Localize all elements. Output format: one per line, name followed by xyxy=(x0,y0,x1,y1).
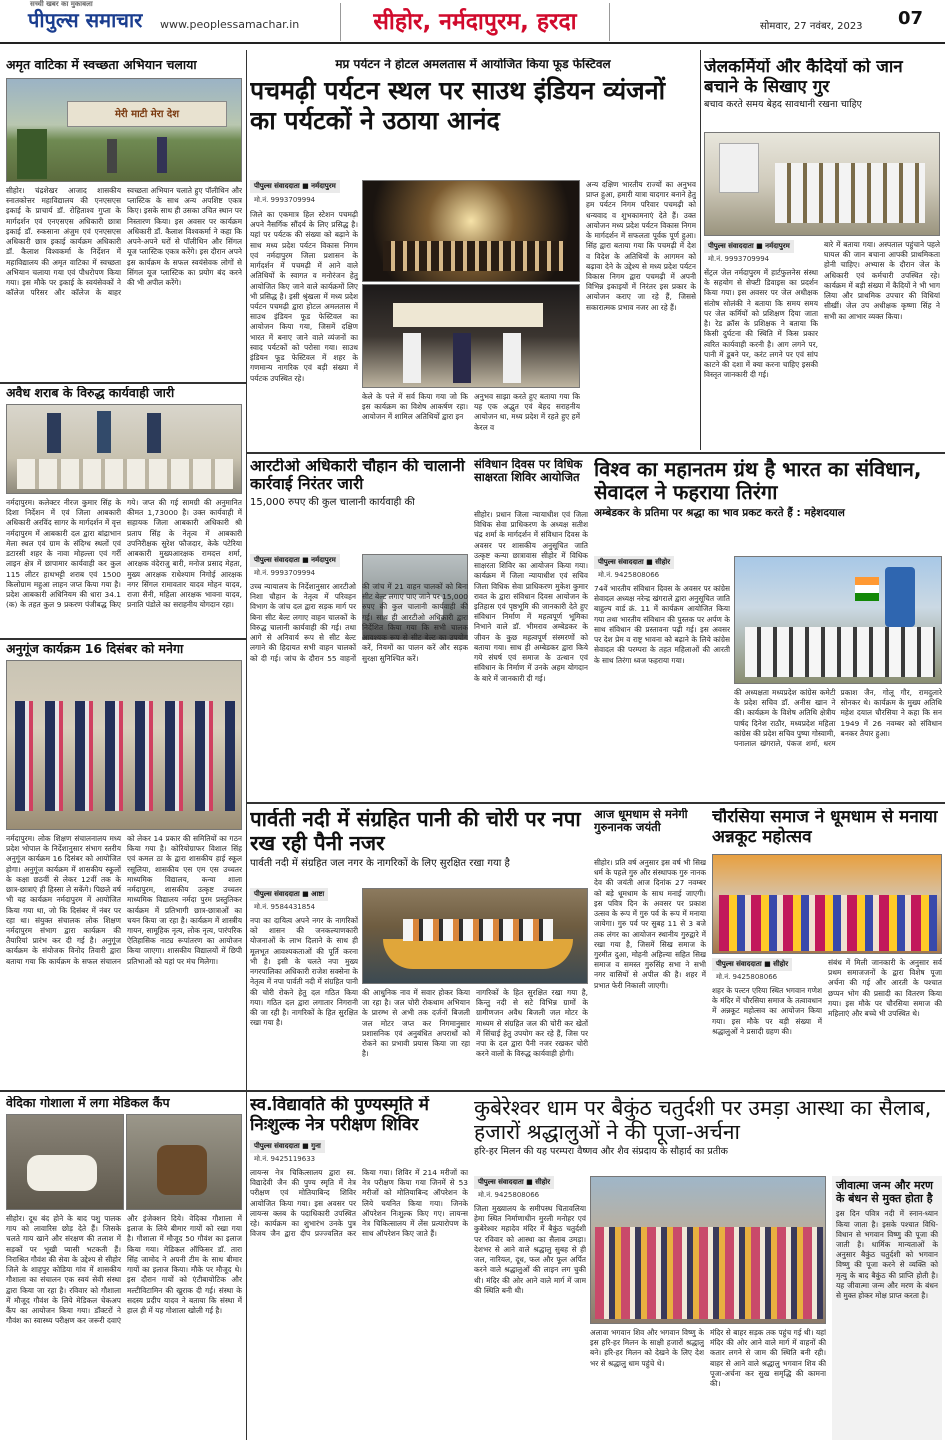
byline: पीपुल्स संवाददाता ■ सीहोर xyxy=(594,556,674,569)
article-body-3: अन्य दक्षिण भारतीय राज्यों का अनुभव प्राप्त हुआ, हमारी यात्रा यादगार बनाने हेतु हम पर्यटन निगम परिवार पचमढ़ी को धन्यवाद व शुभकामनाएं देते हैं। उक्त आयोजन मध्य प्रदेश पर्यटन विकास निगम के मार्गदर्शन में सफलता पूर्वक पूर्ण हुआ। सिंह द्वारा बताया गया कि पचमढ़ी में देश व विदेश के अतिथियों के आगमन को बढ़ावा देने के उद्देश्य से मध्य प्रदेश पर्यटन विकास निगम द्वारा पचमढ़ी में अपनी विभिन्न इकाइयों में निरंतर इस प्रकार के आयोजन कराए जा रहे हैं, जिससे सकारात्मक प्रभाव नजर आ रहे हैं। xyxy=(586,180,696,312)
photo-seized-liquor xyxy=(6,404,242,494)
article-illegal-liquor xyxy=(6,386,242,636)
article-legal-literacy xyxy=(474,458,588,800)
article-body-2: अनुभव साझा करते हुए बताया गया कि यह एक अद्भुत एवं बेहद सराहनीय आयोजन था, मध्य प्रदेश में रहते हुए हमें केरल व xyxy=(474,392,580,432)
article-body: इस दिन पवित्र नदी में स्नान-ध्यान किया जाता है। इसके पश्चात विधि-विधान से भगवान विष्णु की पूजा की जाती है। धार्मिक मान्यताओं के अनुसार बैकुंठ चतुर्दशी को भगवान विष्णु की पूजा करने से व्यक्ति को मृत्यु के बाद बैकुंठ की प्राप्ति होती है। यह जीवात्मा जन्म और मरण के बंधन से मुक्त होकर मोक्ष प्राप्त करता है। xyxy=(836,1209,938,1301)
deck: बचाव करते समय बेहद सावधानी रखना चाहिए xyxy=(704,99,862,111)
article-gurunanak-jayanti xyxy=(594,808,706,1088)
section-title: सीहोर, नर्मदापुरम, हरदा xyxy=(340,3,610,41)
article-jail-training xyxy=(704,58,940,450)
mobile-number: मो.नं. 9993709994 xyxy=(254,196,316,204)
deck: अम्बेडकर के प्रतिमा पर श्रद्धा का भाव प्रकट करते हैं : महेशदयाल xyxy=(594,507,845,519)
headline: पचमढ़ी पर्यटन स्थल पर साउथ इंडियन व्यंजनों का पर्यटकों ने उठाया आनंद xyxy=(250,75,666,135)
article-amrit-vatika xyxy=(6,58,242,380)
mobile-number: मो.नं. 9425808066 xyxy=(478,1191,540,1199)
article-body-1: जिले का एकमात्र हिल स्टेशन पचमढ़ी अपने नैसर्गिक सौंदर्य के लिए प्रसिद्ध है। यहां पर पर्यटक की संख्या को बढ़ाने के साथ मध्य प्रदेश पर्यटन विकास निगम एवं नर्मदापुरम जिला प्रशासन के मार्गदर्शन में पचमढ़ी में आने वाले अतिथियों के स्वागत व मनोरंजन हेतु आयोजित किए जाने वाले कार्यक्रमों लिए भी प्रसिद्ध है। इसी श्रृंखला में मध्य प्रदेश पर्यटन पचमढ़ी द्वारा होटल अमलतास में साउथ इंडियन फूड फेस्टिवल का आयोजन किया गया, जिसमें दक्षिण भारत में बनाए जाने वाले व्यंजनों का स्वाद पर्यटकों को परोसा गया। साउथ इंडियन फूड फेस्टिवल में शहर के गणमान्य नागरिक एवं बड़ी संख्या में पर्यटक उपस्थित रहे। xyxy=(250,210,358,383)
mobile-number: मो.नं. 9425808066 xyxy=(598,571,660,579)
mobile-number: मो.नं. 9425119633 xyxy=(254,1155,316,1163)
article-body-3: मंदिर से बाहर सड़क तक पहुंच गई थी। यहां मंदिर की ओर आने वाले मार्ग में वाहनों की कतार लगने से जाम की स्थिति बनी रही। बाहर से आने वाले श्रद्धालु भगवान शिव की पूजा-अर्चना कर सुख समृद्धि की कामना की। xyxy=(710,1328,826,1389)
photo-boat-patrol xyxy=(362,888,588,984)
headline: अवैध शराब के विरुद्ध कार्यवाही जारी xyxy=(6,386,175,400)
photo-students-parade xyxy=(6,660,242,830)
article-eye-camp xyxy=(250,1096,468,1440)
article-anugunj xyxy=(6,642,242,1088)
article-body-1: सेंट्रल जेल नर्मदापुरम में हार्टफुलनेस संस्था के सहयोग से सेफ्टी डिवाइस का प्रदर्शन किया गया। इस अवसर पर जेल अधीक्षक संतोष सोलंकी ने बताया कि समय समय पर जेल कर्मियों को प्रशिक्षण दिया जाता है। रेड क्रॉस के प्रशिक्षक ने बताया कि किसी दुर्घटना की स्थिति में किस प्रकार त्वरित कार्यवाही करनी है। आग लगने पर, पानी में डूबने पर, करंट लगने पर एवं सांप काटने की दशा में क्या करना चाहिए इसकी विस्तृत जानकारी दी गई। xyxy=(704,268,818,380)
article-food-festival xyxy=(250,58,696,450)
article-body-1: नपा का दायित्व अपने नगर के नागरिकों को शासन की जनकल्याणकारी योजनाओं के लाभ दिलाने के साथ ही मूलभूत आवश्यकताओं की पूर्ति करना भी है। इसी के चलते नपा मुख्य नगरपालिका अधिकारी राजेश सक्सेना के नेतृत्व में नपा पार्वती नदी में संग्रहित पानी की चोरी रोकने हेतु दल गठित किया गया। गठित दल द्वारा लगातार निगरानी की जा रही है। नागरिकों के हित सुरक्षित रखा गया है। xyxy=(250,916,358,1028)
headline: कुबेरेश्वर धाम पर बैकुंठ चतुर्दशी पर उमड़ा आस्था का सैलाब, हजारों श्रद्धालुओं ने की पूजा-अर्चना xyxy=(474,1096,932,1145)
article-body: सीहोर। चंद्रशेखर आजाद शासकीय स्नातकोत्तर महाविद्यालय की एनएसएस इकाई के प्राचार्य डॉ. रोहिताश्व गुप्ता के मार्गदर्शन एवं एनएसएस अधिकारी छात्रा इकाई डॉ. रुकसाना अंजुम एवं एनएसएस अधिकारी छात्र इकाई कार्यक्रम अधिकारी डॉ. कैलाश विश्वकर्मा के निर्देशन में महाविद्यालय की अमृत वाटिका में स्वच्छता अभियान चलाया गया एवं पौधरोपण किया गया। इस मौके पर इकाई के स्वयंसेवकों ने कॉलेज परिसर और कॉलेज के बाहर स्वच्छता अभियान चलाते हुए पॉलीथिन और प्लास्टिक के साथ अन्य अपशिष्ट एकत्र किए। इसके साथ ही उसका उचित स्थान पर निस्तारण किया। इस अवसर पर कार्यक्रम अधिकारी डॉ. कैलाश विश्वकर्मा ने कहा कि अपने-अपने घरों से पॉलीथिन और सिंगल यूज प्लास्टिक एकत्र करेंगे। इस दौरान अपने इस कार्यक्रम के सफल स्वयंसेवक लोगों से सिंगल यूज प्लास्टिक का प्रयोग बंद करने की भी अपील करेंगे। xyxy=(6,186,242,298)
photo-flag-hoisting xyxy=(734,556,942,684)
article-gaushala xyxy=(6,1096,242,1440)
article-body-2: नागरिकों के हित सुरक्षित रखा गया है, किन्तु नदी से सटे विभिन्न ग्रामों के ग्रामीणजन अवैध बिजली जल मोटर के माध्यम से संग्रहित जल की चोरी कर खेतों में सिंचाई हेतु उपयोग कर रहे हैं, जिस पर नपा के दल द्वारा पैनी नजर रखकर चोरी करने वालों के विरुद्ध कार्यवाही होगी। xyxy=(476,988,588,1059)
photo-caption: की आधुनिक नाव में सवार होकर किया जा रहा है। जल चोरी रोकथाम अभियान के प्रारम्भ से अभी तक दर्जनों बिजली जल मोटर जप्त कर निगमानुसार प्रशासनिक एवं अनुबंधित अपराधों को रोकने का प्रभावी प्रयास किया जा रहा है। xyxy=(362,988,470,1059)
mobile-number: मो.नं. 9425808066 xyxy=(716,973,778,981)
mobile-number: मो.नं. 9993709994 xyxy=(708,255,770,263)
photo-vet-team xyxy=(126,1114,242,1210)
masthead xyxy=(0,0,945,44)
article-body: उच्च न्यायालय के निर्देशानुसार आरटीओ निशा चौहान के नेतृत्व में परिवहन विभाग के जांच दल द्वारा सड़क मार्ग पर बिना सीट बेल्ट लगाए वाहन चालकों के विरुद्ध चालानी कार्यवाही की गई। तथा आगे से अनिवार्य रूप से सीट बेल्ट लगाने की हिदायत सभी वाहन चालकों को दी गई। जांच के दौरान 55 वाहनों की जांच में 21 वाहन चालकों को बिना सीट बेल्ट लगाए पाए जाने पर 15,000 रुपए की कुल चालानी कार्यवाही की गई। साथ ही आरटीओ अधिकारी द्वारा निर्देशित किया गया कि सभी चालक आवश्यक रूप से सीट बेल्ट का उपयोग करें, नियमों का पालन करें और सड़क सुरक्षा सुनिश्चित करें। xyxy=(250,582,468,663)
byline: पीपुल्स संवाददाता ■ नर्मदापुरम xyxy=(250,554,340,567)
byline: पीपुल्स संवाददाता ■ गुना xyxy=(250,1140,325,1153)
article-body: नर्मदापुरम। कलेक्टर नीरज कुमार सिंह के दिशा निर्देशन में एवं जिला आबकारी अधिकारी अरविंद सागर के मार्गदर्शन में वृत्त नर्मदापुरम में आबकारी दल द्वारा बांद्राभान मेला स्थल एवं ग्राम के संदिग्ध स्थलों एवं डटारसी शहर के नावा मोहल्ला एवं गर्री लाइन क्षेत्र में छापामार कार्यवाही कर कुल 115 लीटर हाथभट्टी शराब एवं 1500 किलोग्राम महुआ लाहन जप्त किया गया है। प्रदेश आबकारी अधिनियम की धारा 34.1 (क) के तहत कुल 9 प्रकरण पंजीबद्ध किए गये। जप्त की गई सामग्री की अनुमानित कीमत 1,73000 है। उक्त कार्यवाही में सहायक जिला आबकारी अधिकारी श्री प्रताप सिंह के नेतृत्व में आबकारी उपनिरीक्षक सुरेश फौजदार, केके पटेरिया आबकारी मुख्यआरक्षक रामदत्त शर्मा, आरक्षक वंदेराजु बारी, मनोज प्रसाद मेहता, मुख्य आरक्षक राधेश्याम निगोई आरक्षक नगर सिंगल रामावतार यादव मोहन यादव, राजा सैनी, महिला आरक्षक भावना यादव, प्रनाति पंडोले का सराहनीय योगदान रहा। xyxy=(6,498,242,610)
headline: अमृत वाटिका में स्वच्छता अभियान चलाया xyxy=(6,58,197,72)
headline: आज धूमधाम से मनेगी गुरुनानक जयंती xyxy=(594,808,688,835)
kicker: मप्र पर्यटन ने होटल अमलतास में आयोजित किया फूड फेस्टिवल xyxy=(335,58,611,71)
article-body: सीहोर। प्रति वर्ष अनुसार इस वर्ष भी सिख धर्म के पहले गुरु और संस्थापक गुरु नानक देव की जयंती आज दिनांक 27 नवम्बर को बड़े धूमधाम के साथ मनाई जाएगी। इस पवित्र दिन के अवसर पर प्रकाश उत्सव के रूप में गुरु पर्व के रूप में मनाया जायेगा। गुरु पर्व पर सुबह 11 से 3 बजे तक लंगर का आयोजन स्थानीय गुरुद्वारे में रखा गया है, जिसमें सिख समाज के गुरमीत दुआ, मोहनी अहिल्या सहित सिख समाज व समस्त गुरुसिंह सभा ने सभी नगर वासियों से अपील की है। शहर में प्रभात फेरी निकाली जाएगी। xyxy=(594,858,706,990)
article-body: सीहोर। दूध बंद होने के बाद पशु पालक गाय को लावारिस छोड़ देते हैं। जिसके चलते गाय खाने और संरक्षण की तलाश में सड़कों पर भूखी प्यासी भटकती हैं। निराश्रित गौवंश की सेवा के उद्देश्य से सीहोर जिले के शाहपुर कोडिया गांव में शासकीय गौशाला का संचालन एक स्वयं सेवी संस्था द्वारा किया जा रहा है। रविवार को गौशाला में मौजूद गौवंश के लिये मेडिकल चेकअप कैंप का आयोजन किया गया। डॉक्टरों ने गौवंश का स्वास्थ्य परीक्षण कर जरूरी दवाएं और इंजेक्शन दिये। वेदिका गौशाला में इलाज के लिये बीमार गायों को रखा गया है। गौशाला में मौजूद 50 गौवंश का इलाज किया गया। मेडिकल ऑफिसर डॉ. तारा सिंह जामोद ने अपनी टीम के साथ बीमार गायों का इलाज किया। मौके पर मौजूद थे। इस दौरान गायों को एंटीबायोटिक और मल्टीविटामिन की खुराक दी गई। संस्था के सदस्य प्रदीप यादव ने बताया कि संस्था में हाल ही में यह गोशाला खोली गई है। xyxy=(6,1214,242,1326)
article-body: लायन्स नेत्र चिकित्सालय द्वारा स्व. विद्यादेवी जैन की पुण्य स्मृति में नेत्र परीक्षण एवं मोतियाबिन्द शिविर आयोजित किया गया। इस अवसर पर लायन्स क्लब के पदाधिकारी उपस्थित रहे। कार्यक्रम का शुभारंभ उनके पुत्र विजय जैन द्वारा दीप प्रज्ज्वलित कर किया गया। शिविर में 214 मरीजों का नेत्र परीक्षण किया गया जिनमें से 53 मरीजों को मोतियाबिन्द ऑपरेशन के लिये चयनित किया गया। जिनके ऑपरेशन निःशुल्क किए गए। लायन्स नेत्र चिकित्सालय में लेंस प्रत्यारोपण के साथ ऑपरेशन किए जाते हैं। xyxy=(250,1168,468,1239)
headline: आरटीओ अधिकारी चौहान की चालानी कार्रवाई निरंतर जारी xyxy=(250,458,465,493)
byline: पीपुल्स संवाददाता ■ सीहोर xyxy=(712,958,792,971)
headline: पार्वती नदी में संग्रहित पानी की चोरी पर नपा रख रही पैनी नजर xyxy=(250,808,581,855)
article-body: सीहोर। प्रधान जिला न्यायाधीश एवं जिला विधिक सेवा प्राधिकरण के अध्यक्ष सतीश चंद्र शर्मा के मार्गदर्शन में संविधान दिवस के अवसर पर शासकीय अनुसूचित जाति उत्कृष्ट कन्या छात्रावास सीहोर में विधिक साक्षरता शिविर का आयोजन किया गया। कार्यक्रम में जिला न्यायाधीश एवं सचिव जिला विधिक सेवा प्राधिकरण मुकेश कुमार रावत के द्वारा संविधान दिवस आयोजन के इतिहास एवं पृष्ठभूमि की जानकारी देते हुए संविधान निर्माण में महत्वपूर्ण भूमिका निभाने वाले डॉ. भीमराव अम्बेडकर के जीवन के कुछ महत्वपूर्ण संस्मरणों को बताया गया। साथ ही अम्बेडकर द्वारा किये गये संघर्ष एवं समाज के उत्थान एवं संविधान के निर्माण में उनके अहम योगदान के बारे में जानकारी दी गई। xyxy=(474,510,588,683)
photo-banner: मेरी माटी मेरा देश xyxy=(67,101,227,127)
brand-logo[interactable] xyxy=(28,0,143,33)
edition-date: सोमवार, 27 नवंबर, 2023 xyxy=(760,21,863,32)
photo-annakut-gathering xyxy=(712,854,942,954)
photo-cleanliness-drive xyxy=(6,78,242,182)
article-body-2: बारे में बताया गया। अस्पताल पहुंचाने पहले घायल की जान बचाना आपकी प्राथमिकता होनी चाहिए। अभ्यास के दौरान जेल के अधिकारी एवं कर्मचारी उपस्थित रहे। कार्यक्रम में बड़ी संख्या में कैदियों ने भी भाग लिया और प्राथमिक उपचार की विधियां सीखीं। जेल उप अधीक्षक कृष्णा सिंह ने सभी का आभार व्यक्त किया। xyxy=(824,240,940,321)
page-number: 07 xyxy=(898,8,924,29)
deck: हरि-हर मिलन की यह परम्परा वैष्णव और शैव संप्रदाय के सौहार्द का प्रतीक xyxy=(474,1146,728,1158)
article-rto-challan xyxy=(250,458,468,800)
deck: पार्वती नदी में संग्रहित जल नगर के नागरिकों के लिए सुरक्षित रखा गया है xyxy=(250,858,510,870)
article-body-2: अलावा भगवान शिव और भगवान विष्णु के इस हरि-हर मिलन के साक्षी हजारों श्रद्धालु बने। हरि-हर मिलन को देखने के लिए देश भर से श्रद्धालु धाम पहुंचे थे। xyxy=(590,1328,704,1368)
photo-devotee-crowd xyxy=(590,1176,826,1324)
photo-guests xyxy=(362,284,580,388)
mobile-number: मो.नं. 9993709994 xyxy=(254,569,316,577)
headline: जेलकर्मियों और कैदियों को जान बचाने के सिखाए गुर xyxy=(704,58,903,97)
headline: अनुगूंज कार्यक्रम 16 दिसंबर को मनेगा xyxy=(6,642,184,656)
website[interactable]: www.peoplessamachar.in xyxy=(160,18,300,31)
headline: स्व.विद्यावति की पुण्यस्मृति में निःशुल्क नेत्र परीक्षण शिविर xyxy=(250,1096,429,1135)
headline: संविधान दिवस पर विधिक साक्षरता शिविर आयोजित xyxy=(474,458,583,485)
article-body-2: की अध्यक्षता मध्यप्रदेश कांग्रेस कमेटी के प्रदेश सचिव डॉ. अनीस खान ने की। कार्यक्रम के विशेष अतिथि क्षेत्रीय पार्षद दिनेश राठौर, मध्यप्रदेश महिला कांग्रेस की प्रदेश सचिव पुष्पा गोस्वामी, पनालाल खंगराले, पंकज शर्मा, धरम प्रकाश जैन, गोलू गौर, रामदुलारे सोनकर थे। कार्यक्रम के मुख्य अतिथि महेश दयाल चौरसिया ने कहा कि सन 1949 में 26 नवम्बर को संविधान बनकर तैयार हुआ। xyxy=(734,688,942,749)
photo-cow-checkup xyxy=(6,1114,124,1210)
brand-name: पीपुल्स समाचार xyxy=(28,8,143,32)
byline: पीपुल्स संवाददाता ■ सीहोर xyxy=(474,1176,554,1189)
article-parvati-river xyxy=(250,808,588,1088)
photo-jail-demo xyxy=(704,132,940,236)
byline: पीपुल्स संवाददाता ■ नर्मदापुरम xyxy=(250,180,340,193)
article-body-1: शहर के पल्टन एरिया स्थित भगवान गणेश के मंदिर में चौरसिया समाज के तत्वावधान में अन्नकूट महोत्सव का आयोजन किया गया। इस मौके पर बड़ी संख्या में श्रद्धालुओं ने प्रसादी ग्रहण की। xyxy=(712,986,822,1036)
tagline: सच्ची खबर का मुकाबला xyxy=(30,0,93,8)
headline: वेदिका गोशाला में लगा मेडिकल कैंप xyxy=(6,1096,170,1110)
photo-festival-night xyxy=(362,180,580,282)
article-body-1: 74वें भारतीय संविधान दिवस के अवसर पर कांग्रेस सेवादल अध्यक्ष नरेन्द्र खंगराले द्वारा अनुसूचित जाति बाहुल्य वार्ड क्रं. 11 में कार्यक्रम आयोजित किया गया तथा भारतीय संविधान की पुस्तक पर अर्पण के साथ संविधान की प्रस्तावना पढ़ी गई। इस अवसर पर देश प्रेम व राष्ट्र भावना को बढ़ाने के लिये कांग्रेस सेवादल की परम्परा के तहत महिलाओं की आरती के साथ तिरंगा ध्वज फहराया गया। xyxy=(594,584,730,665)
article-samvidhan-tiranga xyxy=(594,458,942,800)
article-kubereshwar xyxy=(474,1096,942,1440)
deck: 15,000 रुपए की कुल चालानी कार्यवाही की xyxy=(250,496,415,508)
photo-caption: केले के पत्ते में सर्व किया गया जो कि इस कार्यक्रम का विशेष आकर्षण रहा। आयोजन में शामिल अतिथियों द्वारा इन xyxy=(362,392,468,422)
article-body: नर्मदापुरम। लोक शिक्षण संचालनालय मध्य प्रदेश भोपाल के निर्देशानुसार संभाग स्तरीय अनुगूंज कार्यक्रम 16 दिसंबर को आयोजित होगा। अनुगूंज कार्यक्रम में शासकीय स्कूलों के कक्षा छठवीं से लेकर 12वीं तक के छात्र-छात्राएं ही हिस्सा ले सकेंगे। पिछले वर्ष भी यह कार्यक्रम नर्मदापुरम में आयोजित किया गया था, जो कि दिसंबर में नंबर पर रहा था। संयुक्त संचालक लोक शिक्षण नर्मदापुरम संभाग द्वारा कार्यक्रम की तैयारियां प्रारंभ कर दी गई है। अनुगूंज कार्यक्रम के संयोजक विनोद तिवारी द्वारा बताया गया कि कार्यक्रम के सफल संचालन को लेकर 14 प्रकार की समितियों का गठन किया गया है। कोरियोग्राफर विशाल सिंह एवं कमल ठा के द्वारा शासकीय हाई स्कूल रसूलिया, शासकीय एस एम एस उच्चतर माध्यमिक विद्यालय, कन्या शाला नर्मदापुरम, शासकीय उत्कृष्ट उच्चतर माध्यमिक विद्यालय नर्मदा पुरम प्रस्तुतिकर कार्यक्रम में प्रतिभागी छात्र-छात्राओं का चयन किया जा रहा है। कार्यक्रम में शास्त्रीय गायन, सामूहिक नृत्य, लोक नृत्य, पारंपरिक ऐतिहासिक नाट्य रूपांतरण का आयोजन किया जाएगा। शासकीय विद्यालयों में छिपी प्रतिभाओं को यहां पर मंच मिलेगा। xyxy=(6,834,242,966)
article-body-2: संबंध में मिली जानकारी के अनुसार सर्व प्रथम समाजजनों के द्वारा विशेष पूजा अर्चना की गई और आरती के पश्चात छप्पन भोग की प्रसादी का वितरण किया गया। इस मौके पर चौरसिया समाज की महिलाएं और बच्चे भी उपस्थित थे। xyxy=(828,958,942,1019)
article-annakut xyxy=(712,808,942,1088)
headline: जीवात्मा जन्म और मरण के बंधन से मुक्त होता है xyxy=(836,1179,934,1205)
byline: पीपुल्स संवाददाता ■ नर्मदापुरम xyxy=(704,240,794,253)
headline: विश्व का महानतम ग्रंथ है भारत का संविधान, सेवादल ने फहराया तिरंगा xyxy=(594,458,922,504)
article-body-1: जिला मुख्यालय के समीपस्थ चितावलिया हेमा स्थित निर्माणाधीन मुरली मनोहर एवं कुबेरेश्वर महादेव मंदिर में बैकुंठ चतुर्दशी पर रविवार को आस्था का सैलाब उमड़ा। देशभर से आने वाले श्रद्धालु सुबह से ही जल, नारियल, दूध, फल और फूल अर्पित करने वाले श्रद्धालुओं की लाइन लग चुकी थी। मंदिर की ओर आने वाले मार्ग में जाम की स्थिति बनी थी। xyxy=(474,1204,586,1295)
byline: पीपुल्स संवाददाता ■ आष्टा xyxy=(250,888,328,901)
mobile-number: मो.नं. 9584431854 xyxy=(254,903,316,911)
sidebar-jivatma xyxy=(832,1176,942,1440)
headline: चौरसिया समाज ने धूमधाम से मनाया अन्नकूट महोत्सव xyxy=(712,808,938,847)
